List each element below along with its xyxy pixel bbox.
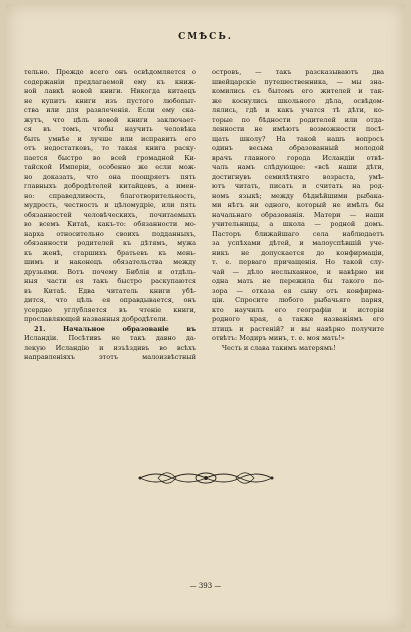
text-line: прославляющей названныя добродѣтели. [24,315,169,324]
text-line: чай — дѣло неслыханное, и навѣрно ни [212,267,384,276]
text-line: ютъ читать, писать и считать на род- [212,182,384,191]
text-line: лялись, гдѣ и какъ учатся тѣ дѣти, ко- [212,106,384,115]
text-line: обязанностей человѣческихъ, почитаемыхъ [24,210,196,219]
text-line: одна мать не пережила бы такого по- [212,277,384,286]
text-line: тельно. Прежде всего онъ освѣдомляется о [24,68,196,76]
text-line: родного края, а также названіямъ его [212,315,384,324]
text-line: въ Китаѣ. Едва читатель книги убѣ- [24,286,196,295]
text-line: не купитъ книги изъ пустого любопыт- [24,96,196,105]
text-line: лекую Исландію и изъѣздивъ во всѣхъ [24,343,196,352]
text-line: отвѣтъ: Модиръ минъ, т. е. моя мать!» [212,334,345,343]
text-line: нарха относительно своихъ подданныхъ, [24,229,196,238]
text-line: торые по бѣдности родителей или отда- [212,115,384,124]
text-line: швейцарскіе путешественника, — мы зна- [212,77,384,86]
text-line: Честь и слава такимъ матерямъ! [222,343,336,352]
text-line: зора — отказа ея сыну отъ конфирма- [212,286,384,295]
text-line: но доказать, что она поощряетъ пять [24,172,196,181]
text-line: тайской Имперіи, особенно же если мож- [24,163,196,172]
text-line: ныя части ея такъ быстро раскупаются [24,277,196,286]
decorative-divider-icon [136,467,276,489]
text-line: мудрость, честность и цѣломудріе, или пять [24,201,196,210]
text-line: врачъ главного города Исландіи отвѣ- [212,153,384,162]
text-line: за успѣхами дѣтей, и малоуспѣвшій уче- [212,239,384,248]
text-line: дится, что цѣль ея оправдывается, онъ [24,296,196,305]
text-line: направленіяхъ этотъ малоизвѣстный [24,353,196,362]
text-line: усердно углубляется въ чтеніе книги, [24,305,196,314]
text-line: во всемъ Китаѣ, какъ-то: обязанности мо- [24,220,196,229]
page-number: — 393 — [189,582,222,590]
text-line: къ женѣ, старшихъ братьевъ къ мень- [24,248,196,257]
text-line: друзьями. Вотъ почему Библія и отдѣль- [24,267,196,276]
text-line: кто научилъ его географіи и исторіи [212,305,384,314]
text-line: же коснулись школьного дѣла, освѣдом- [212,96,384,105]
text-line: главныхъ добродѣтелей китайцевъ, а имен- [24,182,196,191]
text-line: быть умнѣе и лучше или исправить его [24,134,196,143]
text-line: обязанности родителей къ дѣтямъ, мужа [24,239,196,248]
text-line: начальнаго образованія. Матери — наши [212,210,384,219]
text-line: т. е. перваго причащенія. Но такой слу- [212,258,384,267]
text-line: щать школу? На такой нашъ вопросъ [212,134,384,143]
text-line: но: справедливость, благотворительность, [24,191,196,200]
text-line: Исландіи. Посѣтивъ не такъ давно да- [24,334,196,343]
text-line: ства или для развлеченія. Если ему ска- [24,106,196,115]
text-line: учительницы, а школа — родной домъ. [212,220,384,229]
text-line: 21. Начальное образованіе въ [34,324,196,333]
right-column [212,68,384,353]
page [6,4,405,628]
text-line: ся въ томъ, чтобы научить человѣка [24,125,196,134]
text-line: содержаніи предлагаемой ему къ книж- [24,77,196,86]
text-line: островъ, — такъ разсказываютъ два [212,68,384,76]
text-line: чалъ намъ слѣдующее: «всѣ наши дѣти, [212,163,384,172]
text-line: одинъ весьма образованный молодой [212,144,384,153]
text-line: Пасторъ ближайшаго села наблюдаетъ [212,229,384,238]
text-line: ціи. Спросите любого рыбачьяго парня, [212,296,384,305]
text-line: ной лавкѣ новой книги. Никогда китаецъ [24,87,196,96]
text-line: шимъ и наконецъ обязательства между [24,258,196,267]
running-head: СМѢСЬ. [178,32,233,42]
text-line: номъ языкѣ; между бѣднѣйшими рыбака- [212,191,384,200]
text-line: комились съ бытомъ его жителей и так- [212,87,384,96]
text-line: отъ недостатковъ, то такая книга раску- [24,144,196,153]
text-line: птицъ и растеній? и вы навѣрно получите [212,324,384,333]
text-line: жутъ, что цѣль новой книги заключает- [24,115,196,124]
text-line: никъ не допускается до конфирмаціи, [212,248,384,257]
text-line: достигнувъ семилѣтняго возраста, умѣ- [212,172,384,181]
left-column [24,68,196,363]
text-line: ленности не имѣютъ возможности посѣ- [212,125,384,134]
text-line: ми нѣтъ ни одного, который не имѣлъ бы [212,201,384,210]
text-line: пается быстро во всей громадной Ки- [24,153,196,162]
